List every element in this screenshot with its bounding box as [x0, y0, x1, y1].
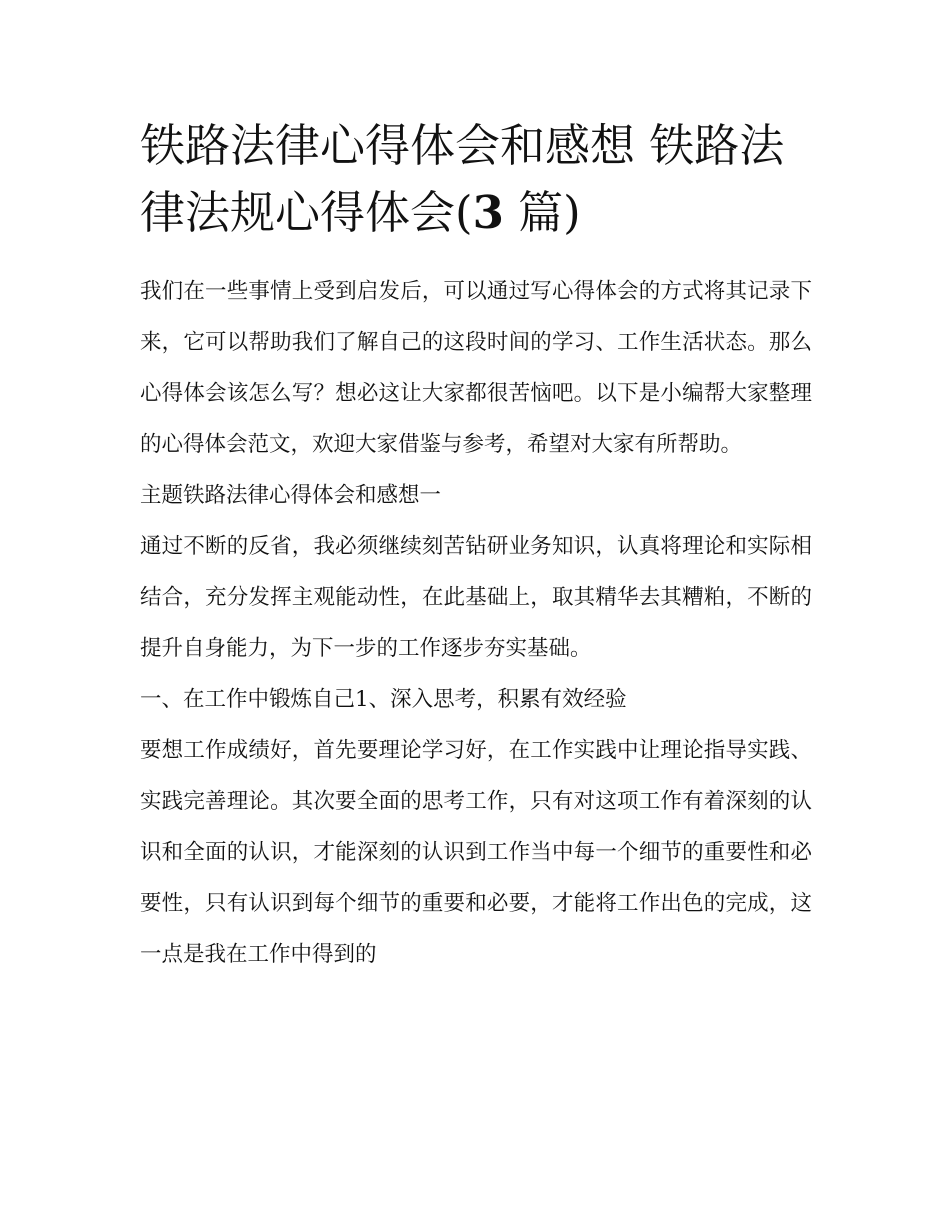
document-page	[140, 112, 812, 980]
intro-paragraph: 我们在一些事情上受到启发后，可以通过写心得体会的方式将其记录下来，它可以帮助我们了解自己的这段时间的学习、工作生活状态。那么心得体会该怎么写？想必这让大家都很苦恼吧。以下是小编帮大家整理的心得体会范文，欢迎大家借鉴与参考，希望对大家有所帮助。	[140, 279, 812, 457]
document-title	[140, 112, 812, 246]
title-count: 3	[472, 186, 504, 239]
title-suffix: 篇)	[503, 186, 581, 239]
section-heading: 主题铁路法律心得体会和感想一	[140, 483, 442, 508]
body-paragraph-2: 要想工作成绩好，首先要理论学习好，在工作实践中让理论指导实践、实践完善理论。其次要全面的思考工作，只有对这项工作有着深刻的认识和全面的认识，才能深刻的认识到工作当中每一个细节的重要性和必要性，只有认识到每个细节的重要和必要，才能将工作出色的完成，这一点是我在工作中得到的	[140, 738, 812, 967]
title-text: 铁路法律心得体会和感想 铁路法律法规心得体会(	[140, 119, 785, 239]
subheading: 一、在工作中锻炼自己1、深入思考，积累有效经验	[140, 687, 627, 712]
body-paragraph-1: 通过不断的反省，我必须继续刻苦钻研业务知识，认真将理论和实际相结合，充分发挥主观能动性，在此基础上，取其精华去其糟粕，不断的提升自身能力，为下一步的工作逐步夯实基础。	[140, 534, 812, 661]
